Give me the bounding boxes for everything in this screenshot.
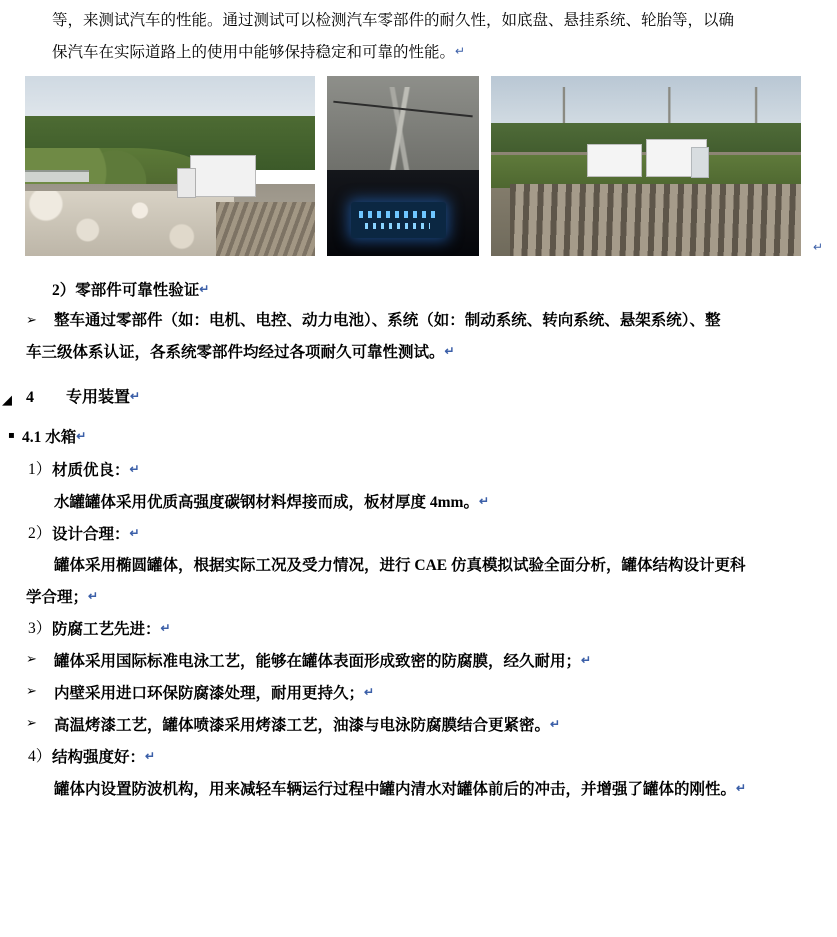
heading-4-special-equipment — [0, 380, 837, 414]
list-component-reliability — [0, 306, 837, 368]
pilcrow-mark: ↵ — [581, 653, 592, 667]
pilcrow-mark: ↵ — [199, 282, 210, 296]
pilcrow-mark: ↵ — [130, 389, 141, 403]
collapse-triangle-icon: ◢ — [2, 393, 12, 408]
heading-4-number: 4 — [26, 389, 34, 406]
pilcrow-mark: ↵ — [129, 526, 140, 540]
heading-41-water-tank — [0, 420, 837, 454]
item-3-title: 防腐工艺先进： — [52, 621, 161, 638]
photo-strip — [0, 76, 837, 256]
pilcrow-mark: ↵ — [160, 621, 171, 635]
item-2-title: 设计合理： — [52, 526, 130, 543]
pilcrow-mark: ↵ — [364, 685, 375, 699]
list-item — [0, 645, 837, 677]
detail-line-1: 罐体采用椭圆罐体，根据实际工况及受力情况，进行 CAE 仿真模拟试验全面分析，罐体结构设计更科 — [54, 557, 746, 574]
pilcrow-mark: ↵ — [129, 462, 140, 476]
photo-night-dashboard — [327, 76, 479, 256]
detail-line-2-wrapper — [26, 581, 837, 613]
photo1-washboard-section — [216, 202, 315, 256]
list-item-line-2: 车三级体系认证，各系统零部件均经过各项耐久可靠性测试。 — [26, 344, 445, 361]
item-1-marker: 1） — [28, 461, 52, 478]
pilcrow-mark: ↵ — [550, 717, 561, 731]
photo1-gravel-surface — [25, 191, 234, 256]
list-item-anticorrosion-process — [0, 613, 837, 645]
heading-4-title: 专用装置 — [66, 389, 131, 406]
detail-reasonable-design — [0, 550, 837, 613]
arrow-bullet-icon: ➢ — [26, 684, 37, 699]
list-anticorrosion-details — [0, 645, 837, 741]
photo2-instrument-cluster — [351, 202, 445, 238]
list-item — [0, 709, 837, 741]
photo-strip-pilcrow: ↵ — [813, 240, 824, 254]
list-item-line-2-wrapper — [26, 336, 837, 368]
photo1-truck — [190, 155, 256, 197]
photo3-truck-left — [587, 144, 642, 177]
photo3-washboard-track — [510, 184, 801, 256]
arrow-bullet-icon: ➢ — [26, 652, 37, 667]
bullet-square-icon: ▪ — [8, 430, 15, 441]
list-item-material-quality — [0, 454, 837, 486]
photo1-guardrail — [25, 170, 89, 183]
paragraph-vehicle-performance — [0, 0, 837, 68]
photo-gravel-road — [25, 76, 315, 256]
pilcrow-mark: ↵ — [736, 781, 747, 795]
detail-text: 水罐罐体采用优质高强度碳钢材料焊接而成，板材厚度 4mm。 — [54, 494, 479, 511]
heading-component-reliability — [0, 274, 837, 306]
paragraph-line-2: 保汽车在实际道路上的使用中能够保持稳定和可靠的性能。 — [52, 44, 456, 61]
heading-component-reliability-text: 2）零部件可靠性验证 — [52, 282, 200, 299]
detail-line-2: 学合理； — [26, 589, 89, 606]
heading-41-text: 4.1 水箱 — [22, 429, 77, 446]
photo-trucks-on-track — [491, 76, 801, 256]
photo2-hood-edges — [327, 87, 479, 173]
item-3-marker: 3） — [28, 620, 52, 637]
detail-structural-strength — [0, 773, 837, 805]
detail-material-quality — [0, 486, 837, 518]
list-item — [0, 677, 837, 709]
list-item-line-1: 整车通过零部件（如：电机、电控、动力电池）、系统（如：制动系统、转向系统、悬架系统）、整 — [54, 312, 721, 329]
pilcrow-mark: ↵ — [76, 429, 87, 443]
arrow-bullet-icon: ➢ — [26, 716, 37, 731]
pilcrow-mark: ↵ — [88, 589, 99, 603]
list-item-text: 高温烤漆工艺，罐体喷漆采用烤漆工艺，油漆与电泳防腐膜结合更紧密。 — [54, 717, 551, 734]
pilcrow-mark: ↵ — [455, 44, 466, 58]
item-2-marker: 2） — [28, 525, 52, 542]
list-item — [0, 306, 837, 368]
photo3-truck-right — [646, 139, 707, 177]
arrow-bullet-icon: ➢ — [26, 313, 37, 328]
list-item-text: 内壁采用进口环保防腐漆处理，耐用更持久； — [54, 685, 365, 702]
detail-text: 罐体内设置防波机构，用来减轻车辆运行过程中罐内清水对罐体前后的冲击，并增强了罐体的刚性。 — [54, 781, 737, 798]
item-1-title: 材质优良： — [52, 462, 130, 479]
list-item-reasonable-design — [0, 518, 837, 550]
pilcrow-mark: ↵ — [478, 494, 490, 508]
item-4-marker: 4） — [28, 748, 52, 765]
list-item-text: 罐体采用国际标准电泳工艺，能够在罐体表面形成致密的防腐膜，经久耐用； — [54, 653, 582, 670]
item-4-title: 结构强度好： — [52, 749, 146, 766]
pilcrow-mark: ↵ — [145, 749, 156, 763]
paragraph-line-1: 等，来测试汽车的性能。通过测试可以检测汽车零部件的耐久性，如底盘、悬挂系统、轮胎等，以确 — [52, 12, 735, 29]
list-item-structural-strength — [0, 741, 837, 773]
pilcrow-mark: ↵ — [444, 344, 455, 358]
